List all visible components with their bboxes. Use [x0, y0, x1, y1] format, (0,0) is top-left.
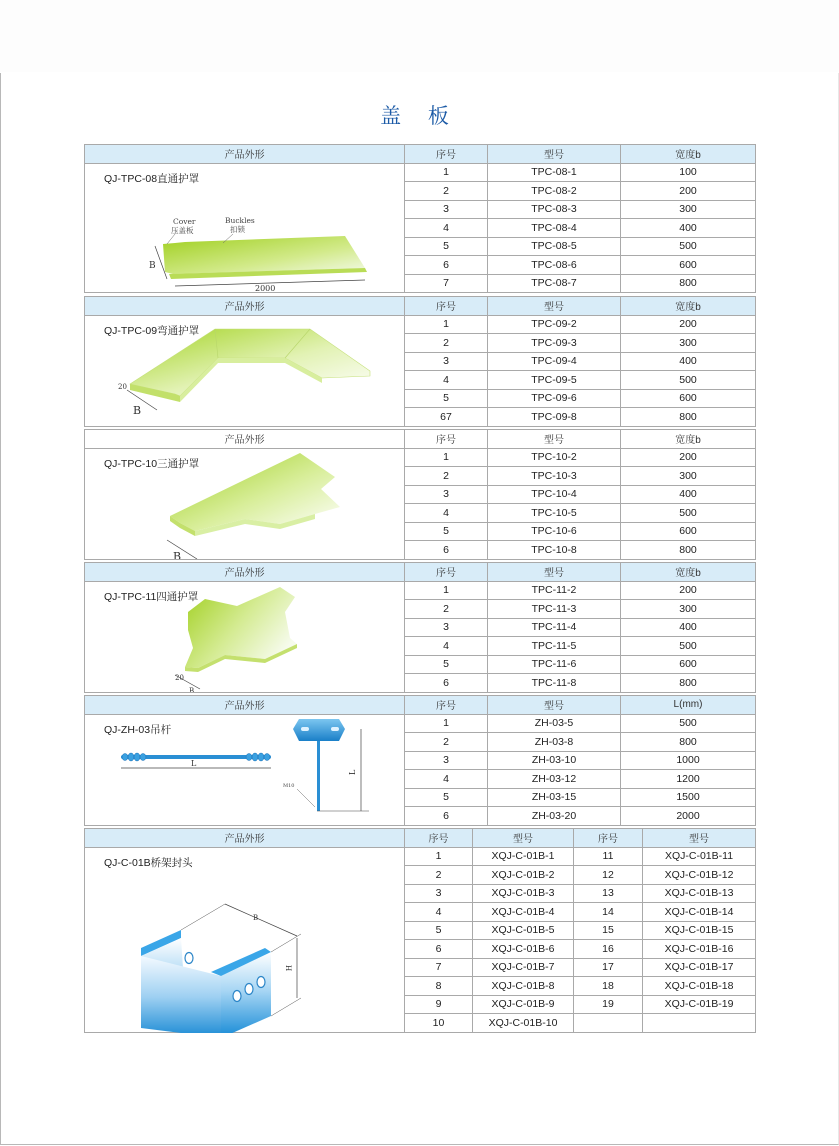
header-product-shape: 产品外形 [85, 829, 405, 848]
cell-width: 800 [621, 541, 756, 560]
cell-model: ZH-03-10 [488, 751, 621, 770]
cell-model: XQJ-C-01B-3 [473, 884, 574, 903]
cell-index-2: 19 [574, 995, 643, 1014]
cell-index: 10 [405, 1014, 473, 1033]
cell-index: 9 [405, 995, 473, 1014]
cell-length: 2000 [621, 807, 756, 826]
cell-index: 2 [405, 733, 488, 752]
product-name: QJ-TPC-08直通护罩 [104, 172, 200, 185]
cell-width: 800 [621, 408, 756, 427]
dim-b-label: B [253, 913, 259, 922]
cell-model-2: XQJ-C-01B-12 [643, 866, 756, 885]
header-product-shape: 产品外形 [85, 563, 405, 582]
cell-index: 5 [405, 921, 473, 940]
header-model: 型号 [488, 563, 621, 582]
cell-index: 3 [405, 618, 488, 637]
header-width: 宽度b [621, 430, 756, 449]
cell-index: 67 [405, 408, 488, 427]
cell-model-2 [643, 1014, 756, 1033]
table-row [85, 315, 756, 334]
header-index: 序号 [405, 563, 488, 582]
cell-model: TPC-09-6 [488, 389, 621, 408]
cell-model: TPC-08-1 [488, 163, 621, 182]
dim-height-label: 20 [118, 382, 127, 391]
cell-width: 400 [621, 485, 756, 504]
cell-index-2: 16 [574, 940, 643, 959]
cell-model: TPC-09-8 [488, 408, 621, 427]
end-cap-hole [245, 983, 253, 994]
cell-model: XQJ-C-01B-2 [473, 866, 574, 885]
cell-model: TPC-10-4 [488, 485, 621, 504]
cell-index: 7 [405, 274, 488, 293]
table-row [85, 847, 756, 866]
cell-index: 4 [405, 903, 473, 922]
dim-b-label: B [189, 686, 195, 692]
header-width: 宽度b [621, 563, 756, 582]
table-header-row [85, 563, 756, 582]
dim-b-label: B [173, 549, 182, 559]
cell-width: 800 [621, 674, 756, 693]
product-name: QJ-TPC-09弯通护罩 [104, 324, 200, 337]
product-cell [85, 448, 405, 559]
cell-width: 100 [621, 163, 756, 182]
cell-model: TPC-08-5 [488, 237, 621, 256]
cell-model: TPC-09-2 [488, 315, 621, 334]
cell-width: 600 [621, 389, 756, 408]
cell-length: 1000 [621, 751, 756, 770]
cell-index: 2 [405, 182, 488, 201]
straight-cover-drawing [85, 164, 403, 292]
cell-length: 1500 [621, 788, 756, 807]
cell-width: 600 [621, 655, 756, 674]
cell-model: TPC-09-4 [488, 352, 621, 371]
cell-index: 2 [405, 600, 488, 619]
table-row [85, 581, 756, 600]
cell-model: TPC-09-5 [488, 371, 621, 390]
cell-index: 3 [405, 884, 473, 903]
product-cell [85, 714, 405, 825]
dim-b-line [167, 540, 197, 559]
cell-index: 1 [405, 315, 488, 334]
cell-model: TPC-10-5 [488, 504, 621, 523]
cell-width: 200 [621, 315, 756, 334]
table-row [85, 448, 756, 467]
cell-width: 200 [621, 182, 756, 201]
spec-table-tpc-08 [84, 144, 756, 293]
cell-model: XQJ-C-01B-5 [473, 921, 574, 940]
header-product-shape: 产品外形 [85, 145, 405, 164]
cell-model: TPC-11-3 [488, 600, 621, 619]
page-title: 盖 板 [380, 104, 459, 128]
cell-index: 3 [405, 352, 488, 371]
cell-index-2: 12 [574, 866, 643, 885]
spec-table-c-01b [84, 828, 756, 1033]
product-cell [85, 315, 405, 426]
cell-index-2: 17 [574, 958, 643, 977]
cell-width: 300 [621, 334, 756, 353]
header-index: 序号 [405, 430, 488, 449]
cell-width: 400 [621, 219, 756, 238]
header-product-shape: 产品外形 [85, 696, 405, 715]
product-cell [85, 847, 405, 1032]
rod-thread-right [246, 753, 270, 761]
end-cap-front [141, 956, 221, 1033]
cell-index: 5 [405, 788, 488, 807]
header-model-2: 型号 [643, 829, 756, 848]
header-width: 宽度b [621, 145, 756, 164]
cell-model-2: XQJ-C-01B-11 [643, 847, 756, 866]
cell-model: TPC-10-8 [488, 541, 621, 560]
cell-index: 6 [405, 674, 488, 693]
cell-index: 4 [405, 504, 488, 523]
cell-index: 6 [405, 940, 473, 959]
buckles-label-en: Buckles [225, 215, 255, 225]
cell-width: 500 [621, 504, 756, 523]
cell-index-2: 13 [574, 884, 643, 903]
cell-model: TPC-08-3 [488, 200, 621, 219]
cell-index: 4 [405, 637, 488, 656]
cell-width: 300 [621, 467, 756, 486]
spec-table-zh-03 [84, 695, 756, 826]
cell-model: ZH-03-15 [488, 788, 621, 807]
cell-model: XQJ-C-01B-9 [473, 995, 574, 1014]
cell-index: 3 [405, 200, 488, 219]
header-model: 型号 [488, 145, 621, 164]
cell-width: 400 [621, 618, 756, 637]
spec-table-tpc-09 [84, 296, 756, 427]
cell-model: TPC-08-6 [488, 256, 621, 275]
cell-model: XQJ-C-01B-10 [473, 1014, 574, 1033]
header-index: 序号 [405, 297, 488, 316]
cell-model: TPC-10-2 [488, 448, 621, 467]
cell-model: TPC-11-2 [488, 581, 621, 600]
cell-index: 2 [405, 467, 488, 486]
hanger-rod-drawing [85, 715, 403, 825]
cell-index: 5 [405, 237, 488, 256]
cell-length: 1200 [621, 770, 756, 789]
cell-index: 2 [405, 866, 473, 885]
dim-b-label: B [133, 403, 142, 417]
product-name: QJ-TPC-10三通护罩 [104, 457, 200, 470]
cell-model: TPC-11-8 [488, 674, 621, 693]
cell-model: TPC-08-2 [488, 182, 621, 201]
extension-line [271, 934, 301, 952]
cell-model: TPC-11-4 [488, 618, 621, 637]
cell-length: 800 [621, 733, 756, 752]
tee-cover-shape [170, 453, 340, 531]
cell-index: 2 [405, 334, 488, 353]
rod-thread-left [122, 753, 146, 761]
cell-index: 1 [405, 581, 488, 600]
cell-index-2: 11 [574, 847, 643, 866]
cell-model: ZH-03-8 [488, 733, 621, 752]
cell-model: TPC-08-7 [488, 274, 621, 293]
cell-width: 400 [621, 352, 756, 371]
cell-index-2 [574, 1014, 643, 1033]
header-index: 序号 [405, 145, 488, 164]
cell-index: 5 [405, 389, 488, 408]
end-cap-hole [185, 952, 193, 963]
cell-model: TPC-11-6 [488, 655, 621, 674]
plate-hole-right [331, 727, 339, 731]
product-cell [85, 163, 405, 293]
cell-width: 200 [621, 581, 756, 600]
extension-line [271, 998, 301, 1016]
cell-model: XQJ-C-01B-7 [473, 958, 574, 977]
cell-width: 600 [621, 256, 756, 275]
table-header-row [85, 829, 756, 848]
cell-width: 600 [621, 522, 756, 541]
header-index: 序号 [405, 829, 473, 848]
end-cap-hole [257, 976, 265, 987]
cell-model: XQJ-C-01B-6 [473, 940, 574, 959]
product-name: QJ-ZH-03吊杆 [104, 723, 172, 736]
cell-model: TPC-11-5 [488, 637, 621, 656]
plate-hole-left [301, 727, 309, 731]
product-name: QJ-TPC-11四通护罩 [104, 590, 199, 603]
cell-model-2: XQJ-C-01B-18 [643, 977, 756, 996]
cell-width: 500 [621, 371, 756, 390]
cell-model-2: XQJ-C-01B-19 [643, 995, 756, 1014]
cell-model: TPC-10-3 [488, 467, 621, 486]
cover-label-cn: 压盖板 [171, 225, 194, 235]
extension-line [181, 904, 225, 930]
cross-cover-drawing [85, 582, 403, 692]
cell-index: 5 [405, 522, 488, 541]
dim-b-line [225, 904, 297, 936]
end-cap-hole [233, 990, 241, 1001]
cell-index: 8 [405, 977, 473, 996]
top-band [0, 0, 839, 72]
cell-length: 500 [621, 714, 756, 733]
cell-index: 4 [405, 219, 488, 238]
cell-index: 6 [405, 807, 488, 826]
cell-index: 4 [405, 770, 488, 789]
table-header-row [85, 297, 756, 316]
product-cell [85, 581, 405, 692]
header-model: 型号 [488, 430, 621, 449]
cell-model: ZH-03-20 [488, 807, 621, 826]
table-header-row [85, 696, 756, 715]
header-length: L(mm) [621, 696, 756, 715]
cover-leader-line [167, 234, 175, 244]
cell-width: 300 [621, 200, 756, 219]
table-row [85, 714, 756, 733]
dim-length-label: 2000 [255, 283, 276, 292]
tee-cover-drawing [85, 449, 403, 559]
cell-index: 1 [405, 163, 488, 182]
table-header-row [85, 145, 756, 164]
dim-h-label: H [284, 964, 292, 971]
cell-model: ZH-03-12 [488, 770, 621, 789]
cell-model: TPC-09-3 [488, 334, 621, 353]
dim-l-label: L [191, 758, 197, 768]
cell-width: 300 [621, 600, 756, 619]
thread-label: M10 [283, 782, 295, 789]
table-row [85, 163, 756, 182]
cell-index: 1 [405, 714, 488, 733]
header-width: 宽度b [621, 297, 756, 316]
cell-model: ZH-03-5 [488, 714, 621, 733]
cell-model-2: XQJ-C-01B-13 [643, 884, 756, 903]
header-model: 型号 [473, 829, 574, 848]
cell-index: 1 [405, 847, 473, 866]
buckles-label-cn: 扣锁 [230, 224, 245, 234]
header-model: 型号 [488, 297, 621, 316]
cell-index: 7 [405, 958, 473, 977]
cell-model-2: XQJ-C-01B-17 [643, 958, 756, 977]
header-model: 型号 [488, 696, 621, 715]
cell-width: 800 [621, 274, 756, 293]
header-product-shape: 产品外形 [85, 297, 405, 316]
cover-label-en: Cover [173, 216, 196, 226]
cell-model-2: XQJ-C-01B-14 [643, 903, 756, 922]
cell-model: TPC-10-6 [488, 522, 621, 541]
spec-table-tpc-10 [84, 429, 756, 560]
cell-width: 500 [621, 237, 756, 256]
table-header-row [85, 430, 756, 449]
cell-index: 5 [405, 655, 488, 674]
dim-b-label: B [149, 260, 156, 271]
cell-model: XQJ-C-01B-4 [473, 903, 574, 922]
elbow-cover-drawing [85, 316, 403, 426]
cell-model: TPC-08-4 [488, 219, 621, 238]
cell-index: 6 [405, 541, 488, 560]
dim-height-label: 20 [175, 673, 184, 682]
cell-model-2: XQJ-C-01B-15 [643, 921, 756, 940]
cell-index-2: 18 [574, 977, 643, 996]
spec-table-tpc-11 [84, 562, 756, 693]
cell-index-2: 14 [574, 903, 643, 922]
cell-model: XQJ-C-01B-1 [473, 847, 574, 866]
end-cap-drawing [85, 848, 403, 1033]
dim-l-vertical-label: L [348, 769, 357, 775]
product-name: QJ-C-01B桥架封头 [104, 856, 193, 869]
cell-index: 3 [405, 751, 488, 770]
cell-index: 3 [405, 485, 488, 504]
thread-leader-line [297, 789, 315, 807]
cover-plate-shape [163, 236, 365, 274]
cell-index: 6 [405, 256, 488, 275]
header-index-2: 序号 [574, 829, 643, 848]
cell-index: 4 [405, 371, 488, 390]
cell-index: 1 [405, 448, 488, 467]
header-product-shape: 产品外形 [85, 430, 405, 449]
cell-index-2: 15 [574, 921, 643, 940]
cell-model-2: XQJ-C-01B-16 [643, 940, 756, 959]
cell-width: 200 [621, 448, 756, 467]
cell-model: XQJ-C-01B-8 [473, 977, 574, 996]
vertical-rod [317, 741, 320, 811]
header-index: 序号 [405, 696, 488, 715]
cell-width: 500 [621, 637, 756, 656]
